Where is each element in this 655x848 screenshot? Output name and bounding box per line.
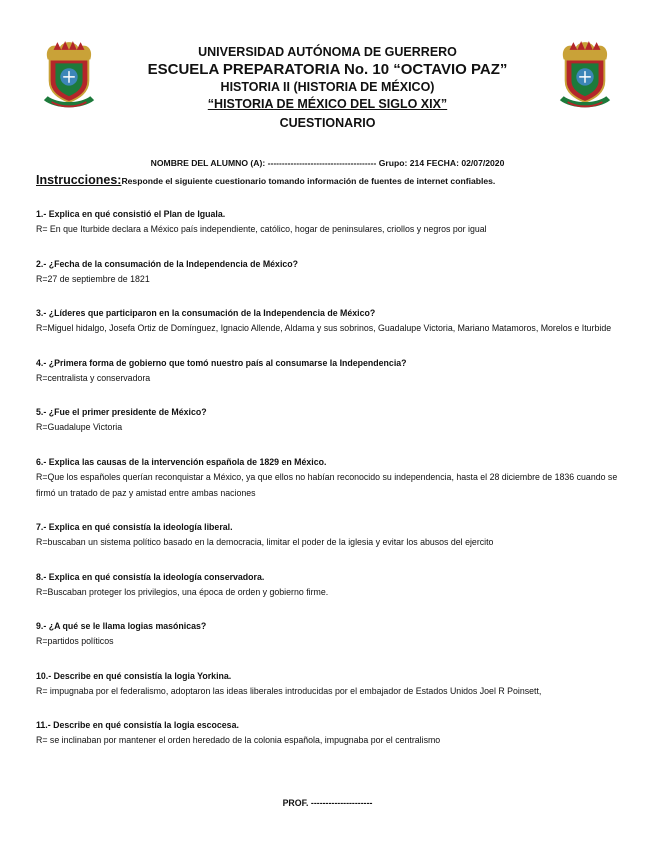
question-item: [36, 620, 630, 649]
instructions-label: Instrucciones:: [36, 173, 122, 187]
questionnaire: [36, 208, 630, 769]
subject-title: HISTORIA II (HISTORIA DE MÉXICO): [220, 80, 435, 94]
question-text: 8.- Explica en qué consistía la ideología conservadora.: [36, 571, 265, 582]
answer-text: R=27 de septiembre de 1821: [36, 273, 150, 284]
answer-text: R=Que los españoles querían reconquistar a México, ya que ellos no habían reconocido su independencia, hasta el 28 diciembre de 1836 cuando se firmó un tratado de paz y amistad entre ambas naciones: [36, 471, 618, 498]
answer-text: R=Miguel hidalgo, Josefa Ortiz de Domínguez, Ignacio Allende, Aldama y sus sobrinos, Guadalupe Victoria, Mariano Matamoros, Morelos e Iturbide: [36, 323, 612, 333]
question-item: [36, 307, 630, 336]
school-name: ESCUELA PREPARATORIA No. 10 “OCTAVIO PAZ”: [147, 61, 508, 78]
question-text: 11.- Describe en qué consistía la logia escocesa.: [36, 720, 239, 730]
question-text: 7.- Explica en qué consistía la ideología liberal.: [36, 522, 233, 532]
topic-title: “HISTORIA DE MÉXICO DEL SIGLO XIX”: [207, 97, 448, 111]
answer-text: R= impugnaba por el federalismo, adoptaron las ideas liberales introducidas por el embajador de Estados Unidos Joel R Poinsett,: [36, 685, 542, 696]
question-text: 1.- Explica en qué consistió el Plan de Iguala.: [36, 209, 226, 219]
question-text: 6.- Explica las causas de la intervención española de 1829 en México.: [36, 456, 327, 467]
question-text: 3.- ¿Líderes que participaron en la consumación de la Independencia de México?: [36, 308, 376, 318]
university-name: UNIVERSIDAD AUTÓNOMA DE GUERRERO: [198, 45, 457, 59]
question-item: [36, 208, 630, 237]
question-item: [36, 670, 630, 699]
question-text: 9.- ¿A qué se le llama logias masónicas?: [36, 621, 207, 631]
question-item: [36, 521, 630, 550]
answer-text: R=buscaban un sistema político basado en la democracia, limitar el poder de la iglesia y evitar los abusos del ejercito: [36, 537, 494, 547]
answer-text: R=centralista y conservadora: [36, 372, 151, 383]
question-text: 4.- ¿Primera forma de gobierno que tomó nuestro país al consumarse la Independencia?: [36, 357, 407, 368]
instructions: [36, 171, 636, 189]
question-item: [36, 406, 630, 435]
professor-signature-line: PROF. ---------------------: [282, 798, 373, 808]
answer-text: R=Buscaban proteger los privilegios, una época de orden y gobierno firme.: [36, 586, 329, 597]
question-item: [36, 571, 630, 600]
answer-text: R= En que Iturbide declara a México país independiente, católico, hogar de peninsulares, criollos y negros por igual: [36, 224, 487, 234]
student-info-line: NOMBRE DEL ALUMNO (A): -------------------------------------- Grupo: 214 FECHA: 02/07/2020: [150, 158, 505, 168]
question-item: [36, 456, 630, 501]
document-type: CUESTIONARIO: [279, 116, 376, 130]
answer-text: R=Guadalupe Victoria: [36, 422, 123, 432]
instructions-text: Responde el siguiente cuestionario tomando información de fuentes de internet confiables.: [121, 176, 496, 186]
answer-text: R= se inclinaban por mantener el orden heredado de la colonia española, impugnaba por el centralismo: [36, 735, 441, 745]
question-text: 2.- ¿Fecha de la consumación de la Independencia de México?: [36, 258, 299, 269]
answer-text: R=partidos políticos: [36, 636, 114, 646]
document-header: [0, 44, 655, 133]
question-item: [36, 258, 630, 287]
question-text: 5.- ¿Fue el primer presidente de México?: [36, 407, 207, 417]
question-item: [36, 719, 630, 748]
question-item: [36, 357, 630, 386]
question-text: 10.- Describe en qué consistía la logia Yorkina.: [36, 670, 232, 681]
